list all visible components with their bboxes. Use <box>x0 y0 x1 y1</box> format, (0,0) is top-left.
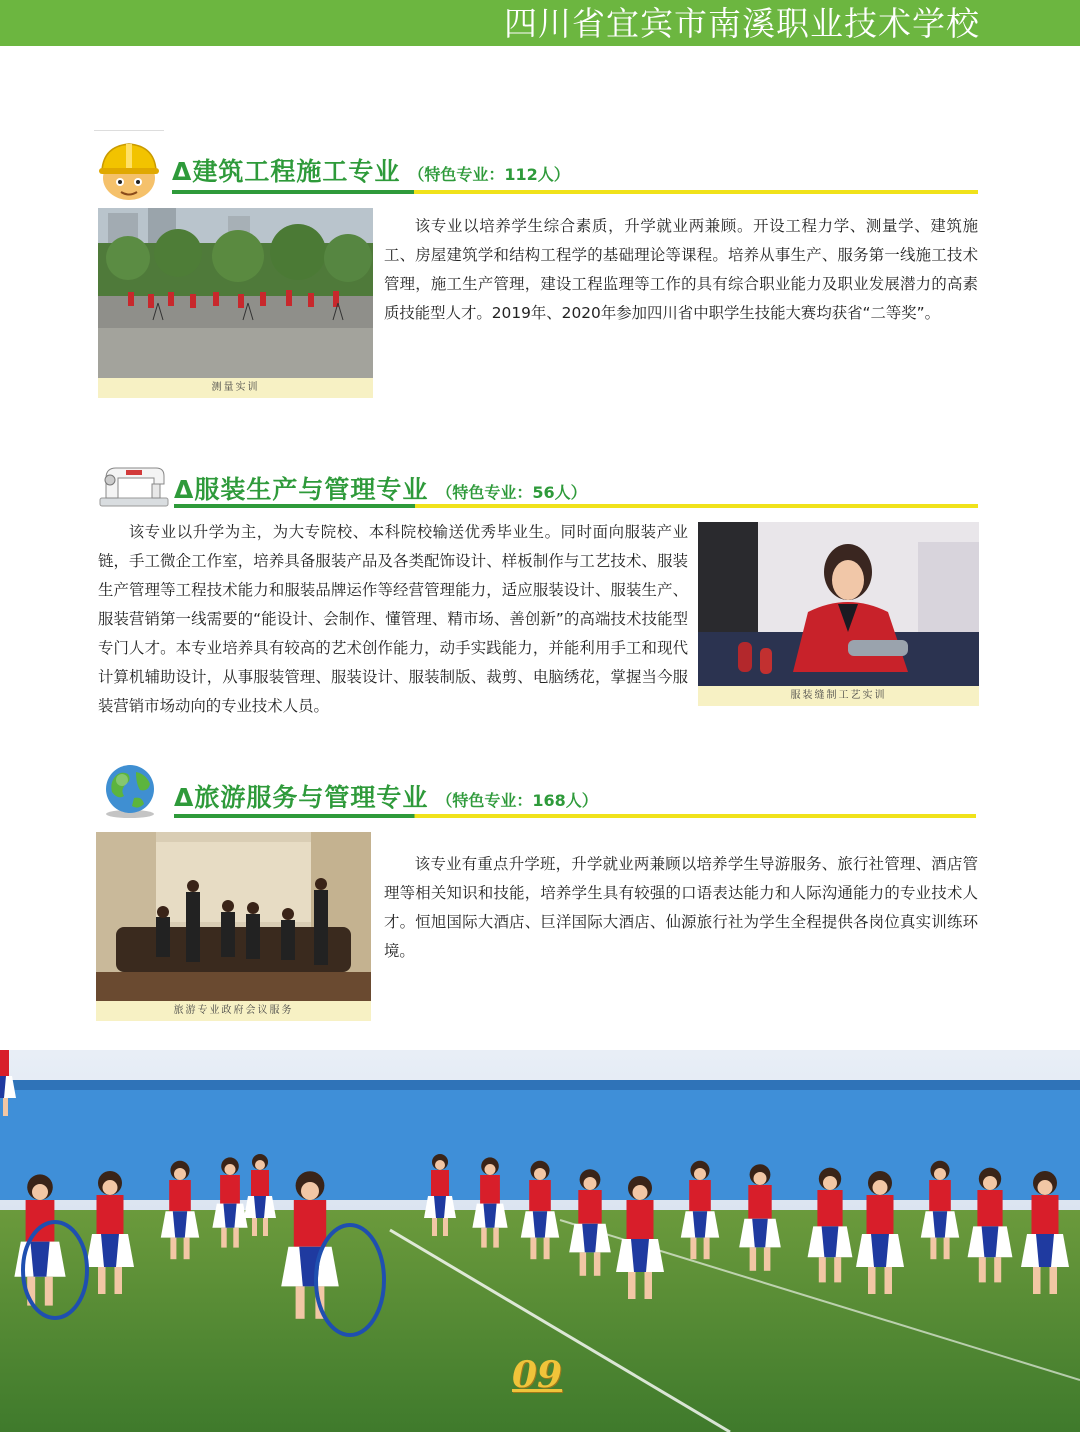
section-description: 该专业有重点升学班，升学就业两兼顾以培养学生导游服务、旅行社管理、酒店管理等相关知识和技能，培养学生具有较强的口语表达能力和人际沟通能力的专业技术人才。恒旭国际大酒店、巨洋国际大酒店、仙源旅行社为学生全程提供各岗位真实训练环境。 <box>384 855 978 960</box>
section-title-text: Δ旅游服务与管理专业 <box>174 783 429 812</box>
section-title-garment <box>174 470 587 506</box>
globe-icon <box>98 762 162 820</box>
photo-garment <box>698 522 979 706</box>
divider <box>94 130 164 131</box>
conference-service-photo <box>96 832 371 1001</box>
section-description: 该专业以培养学生综合素质，升学就业两兼顾。开设工程力学、测量学、建筑施工、房屋建筑学和结构工程学的基础理论等课程。培养从事生产、服务第一线施工技术管理，施工生产管理，建设工程监理等工作的具有综合职业能力及职业发展潜力的高素质技能型人才。2019年、2020年参加四川省中职学生技能大赛均获省“二等奖”。 <box>384 217 978 322</box>
section-underline <box>172 190 978 194</box>
section-underline <box>174 504 978 508</box>
photo-caption: 旅游专业政府会议服务 <box>173 1005 294 1016</box>
section-underline <box>174 814 976 818</box>
photo-tourism <box>96 832 371 1021</box>
section-badge: （特色专业：168人） <box>436 791 598 810</box>
section-description: 该专业以升学为主，为大专院校、本科院校输送优秀毕业生。同时面向服装产业链，手工微企工作室，培养具备服装产品及各类配饰设计、样板制作与工艺技术、服装生产管理等工程技术能力和服装品牌运作等经营管理能力，适应服装设计、服装生产、服装营销第一线需要的“能设计、会制作、懂管理、精市场、善创新”的高端技术技能型专门人才。本专业培养具有较高的艺术创作能力，动手实践能力，并能利用手工和现代计算机辅助设计，从事服装管理、服装设计、服装制版、裁剪、电脑绣花，掌握当今服装营销市场动向的专业技术人员。 <box>98 523 688 715</box>
photo-caption: 服装缝制工艺实训 <box>790 690 887 701</box>
sewing-machine-icon <box>96 458 172 510</box>
surveying-photo <box>98 208 373 378</box>
section-title-text: Δ服装生产与管理专业 <box>174 475 429 504</box>
header-bar <box>0 0 1080 46</box>
section-title-tourism <box>174 778 598 814</box>
section-title-text: Δ建筑工程施工专业 <box>172 157 401 186</box>
section-badge: （特色专业：56人） <box>436 483 587 502</box>
photo-construction <box>98 208 373 398</box>
school-name: 四川省宜宾市南溪职业技术学校 <box>504 4 980 43</box>
section-title-construction <box>172 152 570 188</box>
section-badge: （特色专业：112人） <box>408 165 570 184</box>
photo-caption: 测量实训 <box>211 382 260 393</box>
sewing-training-photo <box>698 522 979 686</box>
page-number: 09 <box>512 1354 563 1396</box>
hard-hat-cartoon-icon <box>96 138 162 204</box>
